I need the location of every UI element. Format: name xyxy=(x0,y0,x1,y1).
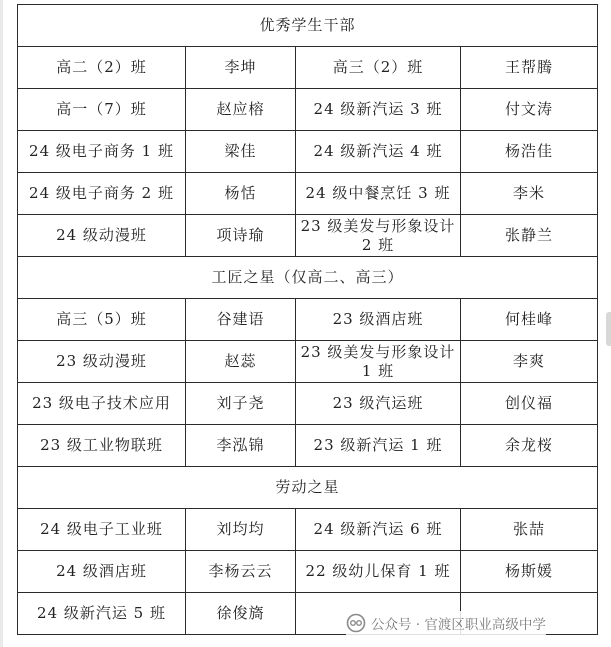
table-row xyxy=(18,173,598,215)
class-cell: 23 级汽运班 xyxy=(296,383,461,425)
section-title: 优秀学生干部 xyxy=(18,5,598,47)
class-cell: 24 级新汽运 6 班 xyxy=(296,509,461,551)
student-name-cell: 刘均均 xyxy=(186,509,296,551)
student-name-cell: 李米 xyxy=(461,173,598,215)
student-name-cell: 张静兰 xyxy=(461,215,598,257)
student-name-cell: 梁佳 xyxy=(186,131,296,173)
page-left-edge xyxy=(0,0,3,647)
student-name-cell: 王帮腾 xyxy=(461,47,598,89)
class-cell: 23 级美发与形象设计 2 班 xyxy=(296,215,461,257)
student-name-cell: 余龙桜 xyxy=(461,425,598,467)
class-cell: 23 级酒店班 xyxy=(296,299,461,341)
student-name-cell: 赵蕊 xyxy=(186,341,296,383)
student-name-cell: 创仪福 xyxy=(461,383,598,425)
student-name-cell: 杨斯媛 xyxy=(461,551,598,593)
table-row xyxy=(18,299,598,341)
student-name-cell: 李泓锦 xyxy=(186,425,296,467)
class-cell: 23 级工业物联班 xyxy=(18,425,186,467)
class-cell: 24 级电子工业班 xyxy=(18,509,186,551)
class-cell: 24 级电子商务 2 班 xyxy=(18,173,186,215)
section-title: 劳动之星 xyxy=(18,467,598,509)
class-cell: 24 级中餐烹饪 3 班 xyxy=(296,173,461,215)
student-name-cell: 付文涛 xyxy=(461,89,598,131)
class-cell: 23 级电子技术应用 xyxy=(18,383,186,425)
honor-roll-table xyxy=(17,4,598,635)
table-row xyxy=(18,89,598,131)
table-row xyxy=(18,131,598,173)
student-name-cell: 谷建语 xyxy=(186,299,296,341)
scroll-handle[interactable] xyxy=(606,312,611,346)
class-cell: 高二（2）班 xyxy=(18,47,186,89)
class-cell: 24 级新汽运 4 班 xyxy=(296,131,461,173)
student-name-cell: 张喆 xyxy=(461,509,598,551)
student-name-cell: 杨恬 xyxy=(186,173,296,215)
class-cell: 高一（7）班 xyxy=(18,89,186,131)
table-row xyxy=(18,551,598,593)
class-cell: 高三（5）班 xyxy=(18,299,186,341)
watermark-text: 公众号 · 官渡区职业高级中学 xyxy=(371,617,546,633)
class-cell: 22 级幼儿保育 1 班 xyxy=(296,551,461,593)
class-cell: 24 级动漫班 xyxy=(18,215,186,257)
section-title: 工匠之星（仅高二、高三） xyxy=(18,257,598,299)
class-cell: 24 级酒店班 xyxy=(18,551,186,593)
wechat-watermark xyxy=(346,611,546,635)
table-row xyxy=(18,383,598,425)
class-cell: 24 级新汽运 5 班 xyxy=(18,593,186,635)
wechat-official-account-icon xyxy=(346,613,366,633)
table-row xyxy=(18,425,598,467)
class-cell: 24 级电子商务 1 班 xyxy=(18,131,186,173)
class-cell: 23 级动漫班 xyxy=(18,341,186,383)
student-name-cell: 李坤 xyxy=(186,47,296,89)
section-header-row xyxy=(18,467,598,509)
section-header-row xyxy=(18,5,598,47)
table-row xyxy=(18,47,598,89)
table-row xyxy=(18,215,598,257)
table-row xyxy=(18,509,598,551)
table-row xyxy=(18,341,598,383)
student-name-cell: 杨浩佳 xyxy=(461,131,598,173)
student-name-cell: 李爽 xyxy=(461,341,598,383)
class-cell: 23 级美发与形象设计 1 班 xyxy=(296,341,461,383)
class-cell: 24 级新汽运 3 班 xyxy=(296,89,461,131)
section-header-row xyxy=(18,257,598,299)
student-name-cell: 赵应榕 xyxy=(186,89,296,131)
student-name-cell: 李杨云云 xyxy=(186,551,296,593)
student-name-cell: 刘子尧 xyxy=(186,383,296,425)
student-name-cell: 何桂峰 xyxy=(461,299,598,341)
class-cell: 高三（2）班 xyxy=(296,47,461,89)
class-cell: 23 级新汽运 1 班 xyxy=(296,425,461,467)
student-name-cell: 徐俊旖 xyxy=(186,593,296,635)
student-name-cell: 项诗瑜 xyxy=(186,215,296,257)
